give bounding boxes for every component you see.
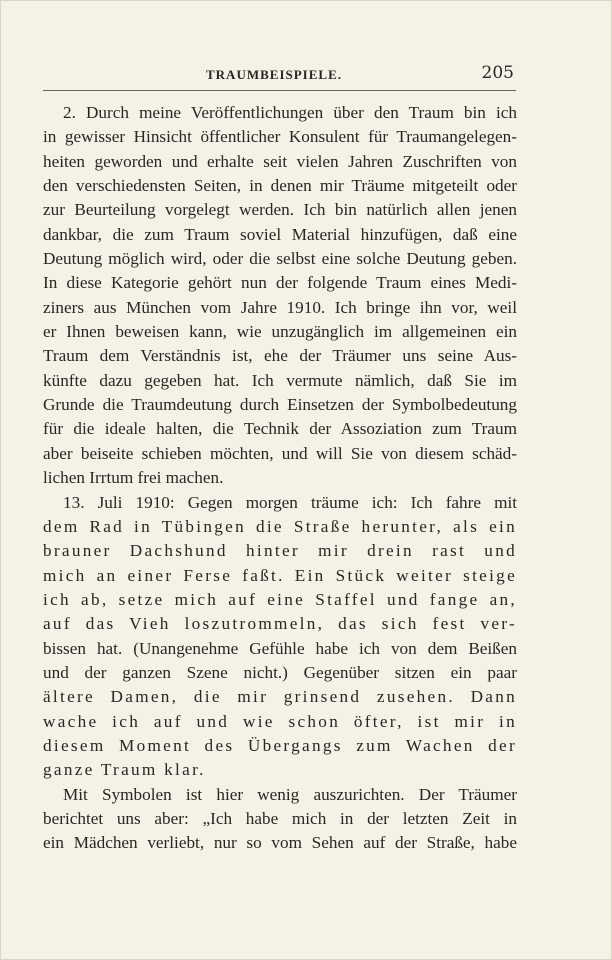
text-line: ziners aus München vom Jahre 1910. Ich bringe ihn vor, weil <box>43 297 517 317</box>
text-line: Grunde die Traumdeutung durch Einsetzen der Symbolbedeutung <box>43 395 517 415</box>
text-line: berichtet uns aber: „Ich habe mich in der letzten Zeit in <box>43 808 517 828</box>
text-line: Mit Symbolen ist hier wenig auszurichten. Der Träumer <box>63 784 517 804</box>
page-number: 205 <box>481 63 514 83</box>
dream-line: diesem Moment des Übergangs zum Wachen der <box>43 735 517 755</box>
text-line: Deutung möglich wird, oder die selbst eine solche Deutung geben. <box>43 249 517 269</box>
dream-line: ganze Traum klar. <box>43 760 206 780</box>
text-line: ein Mädchen verliebt, nur so vom Sehen auf der Straße, habe <box>43 833 517 853</box>
body-text <box>43 101 517 856</box>
text-line: in gewisser Hinsicht öffentlicher Konsulent für Traumangelegen- <box>43 127 517 147</box>
dream-line: auf das Vieh loszutrommeln, das sich fest ver- <box>43 614 517 634</box>
text-line: den verschiedensten Seiten, in denen mir Träume mitgeteilt oder <box>43 176 517 196</box>
text-line: heiten geworden und erhalte seit vielen Jahren Zuschriften von <box>43 151 517 171</box>
text-line: er Ihnen beweisen kann, wie unzugänglich im allgemeinen ein <box>43 322 517 342</box>
dream-line: mich an einer Ferse faßt. Ein Stück weiter steige <box>43 565 517 585</box>
page-header <box>1 63 612 89</box>
text-line: 2. Durch meine Veröffentlichungen über den Traum bin ich <box>63 103 517 122</box>
header-rule <box>43 90 516 91</box>
dream-line: dem Rad in Tübingen die Straße herunter, als ein <box>43 516 517 536</box>
dream-line: 13. Juli 1910: Gegen morgen träume ich: Ich fahre mit <box>63 492 517 512</box>
running-title: TRAUMBEISPIELE. <box>206 67 342 82</box>
text-line: Traum dem Verständnis ist, ehe der Träumer uns seine Aus- <box>43 346 517 366</box>
dream-line: ich ab, setze mich auf eine Staffel und fange an, <box>43 589 517 609</box>
dream-line: brauner Dachshund hinter mir drein rast und <box>43 541 517 561</box>
text-line: dankbar, die zum Traum soviel Material hinzufügen, daß eine <box>43 224 517 244</box>
text-line: zur Beurteilung vorgelegt werden. Ich bin natürlich allen jenen <box>43 200 517 220</box>
dream-line: bissen hat. (Unangenehme Gefühle habe ich von dem Beißen <box>43 638 517 658</box>
text-line: für die ideale halten, die Technik der Assoziation zum Traum <box>43 419 517 439</box>
text-line: künfte dazu gegeben hat. Ich vermute nämlich, daß Sie im <box>43 370 517 390</box>
text-line: lichen Irrtum frei machen. <box>43 468 224 488</box>
dream-line: ältere Damen, die mir grinsend zusehen. Dann <box>43 687 517 707</box>
dream-line: wache ich auf und wie schon öfter, ist mir in <box>43 711 517 731</box>
text-line: aber beiseite schieben möchten, und will Sie von diesem schäd- <box>43 443 517 463</box>
dream-line: und der ganzen Szene nicht.) Gegenüber sitzen ein paar <box>43 662 517 682</box>
text-line: In diese Kategorie gehört nun der folgende Traum eines Medi- <box>43 273 517 293</box>
